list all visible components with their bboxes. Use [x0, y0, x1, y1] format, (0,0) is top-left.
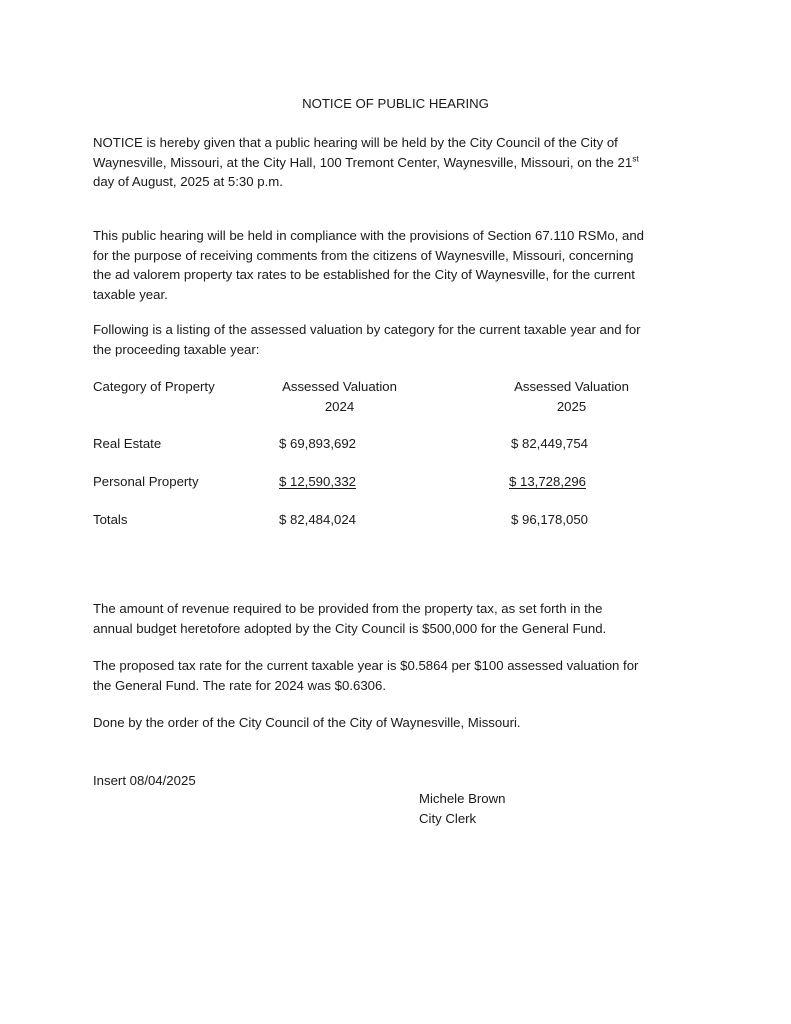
header-2024-label: Assessed Valuation [282, 379, 397, 394]
row-category: Real Estate [93, 436, 162, 451]
rate-line-2: the General Fund. The rate for 2024 was $0.6306. [93, 677, 387, 693]
intro-line-2 [93, 153, 703, 173]
signature-title: City Clerk [419, 810, 477, 826]
signature-block [419, 789, 506, 828]
signature-name: Michele Brown [419, 791, 506, 806]
order-line: Done by the order of the City Council of the City of Waynesville, Missouri. [93, 715, 521, 730]
compliance-line-4: taxable year. [93, 286, 168, 302]
intro-paragraph [93, 133, 703, 192]
order-paragraph [93, 713, 703, 733]
compliance-paragraph [93, 226, 703, 304]
ordinal-suffix: st [632, 153, 639, 164]
revenue-line-1: The amount of revenue required to be provided from the property tax, as set forth in the [93, 601, 603, 616]
compliance-line-1: This public hearing will be held in compliance with the provisions of Section 67.110 RSMo, and [93, 228, 645, 243]
compliance-line-3: the ad valorem property tax rates to be established for the City of Waynesville, for the current [93, 267, 635, 282]
compliance-line-2: for the purpose of receiving comments from the citizens of Waynesville, Missouri, concerning [93, 247, 634, 263]
rate-paragraph [93, 656, 703, 695]
row-value-2025: $ 13,728,296 [509, 474, 587, 489]
header-2025 [511, 377, 632, 416]
intro-line-3: day of August, 2025 at 5:30 p.m. [93, 174, 283, 189]
listing-paragraph [93, 320, 703, 359]
insert-date: Insert 08/04/2025 [93, 773, 196, 788]
header-2025-year: 2025 [556, 398, 587, 414]
header-2025-label: Assessed Valuation [514, 379, 629, 394]
revenue-paragraph [93, 599, 703, 638]
row-category: Totals [93, 512, 128, 527]
row-value-2025: $ 82,449,754 [511, 436, 589, 451]
row-value-2024: $ 82,484,024 [279, 512, 357, 527]
row-value-2024: $ 12,590,332 [279, 474, 357, 489]
listing-line-2: the proceeding taxable year: [93, 341, 260, 357]
revenue-line-2: annual budget heretofore adopted by the City Council is $500,000 for the General Fund. [93, 620, 607, 636]
header-2024-year: 2024 [324, 398, 355, 414]
intro-line-2-text: Waynesville, Missouri, at the City Hall, 100 Tremont Center, Waynesville, Missouri, on the 21 [93, 154, 633, 170]
intro-line-1: NOTICE is hereby given that a public hearing will be held by the City Council of the City of [93, 135, 618, 150]
row-value-2025: $ 96,178,050 [511, 512, 589, 527]
header-2024 [279, 377, 400, 416]
rate-line-1: The proposed tax rate for the current taxable year is $0.5864 per $100 assessed valuation for [93, 658, 639, 673]
row-value-2024: $ 69,893,692 [279, 436, 357, 451]
row-category: Personal Property [93, 474, 199, 489]
page-title: NOTICE OF PUBLIC HEARING [302, 96, 489, 111]
listing-line-1: Following is a listing of the assessed valuation by category for the current taxable year and for [93, 322, 641, 337]
header-category: Category of Property [93, 379, 215, 394]
